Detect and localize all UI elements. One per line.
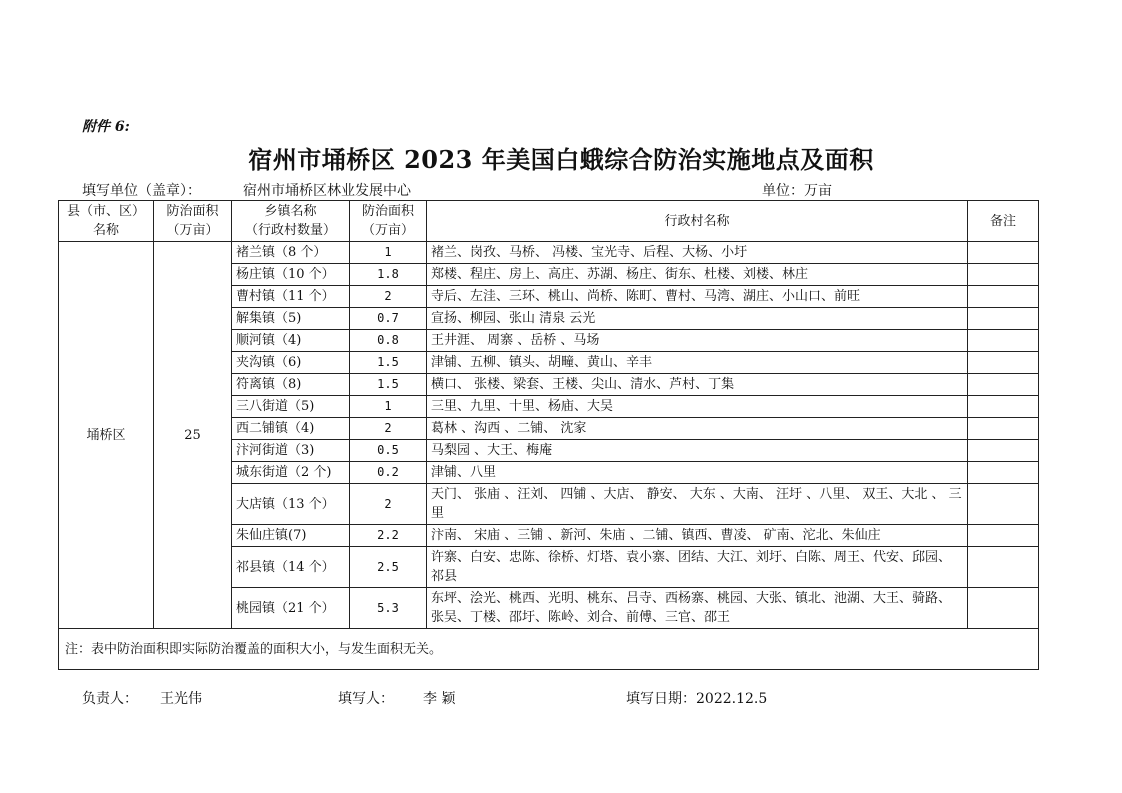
header-remark: 备注 [968,201,1039,242]
remark-cell [968,308,1039,330]
fill-unit-label: 填写单位（盖章）： [82,183,201,199]
header-town [232,201,350,242]
town-area: 2 [350,286,427,308]
header-county-line1: 县（市、区） [66,204,145,219]
remark-cell [968,330,1039,352]
remark-cell [968,374,1039,396]
remark-cell [968,525,1039,547]
header-town-line2: （行政村数量） [244,223,336,238]
filler-name: 李 颖 [423,691,456,707]
town-name: 顺河镇（4) [232,330,350,352]
town-area: 1 [350,396,427,418]
town-name: 城东街道（2 个) [232,462,350,484]
town-area: 1.8 [350,264,427,286]
table-header-row [59,201,1039,242]
town-name: 褚兰镇（8 个） [232,242,350,264]
village-list: 寺后、左洼、三环、桃山、尚桥、陈町、曹村、马湾、湖庄、小山口、前旺 [427,286,968,308]
town-area: 2 [350,418,427,440]
village-list: 宣扬、柳园、张山 清泉 云光 [427,308,968,330]
document-title: 宿州市埇桥区 2023 年美国白蛾综合防治实施地点及面积 [248,145,874,174]
header-total-area [154,201,232,242]
header-town-area-line1: 防治面积 [361,204,414,219]
header-county [59,201,154,242]
filler-label: 填写人： [338,691,394,707]
village-list: 天门、 张庙 、汪刘、 四铺 、大店、 静安、 大东 、大南、 汪圩 、八里、 双王、大北 、 三里 [427,484,968,525]
header-town-area [350,201,427,242]
village-list: 三里、九里、十里、杨庙、大吴 [427,396,968,418]
village-list: 东坪、浍光、桃西、光明、桃东、吕寺、西杨寨、桃园、大张、镇北、池湖、大王、骑路、张吴、丁楼、邵圩、陈岭、刘合、前傅、三官、邵王 [427,588,968,629]
remark-cell [968,418,1039,440]
remark-cell [968,588,1039,629]
fill-date-value: 2022.12.5 [696,691,768,707]
remark-cell [968,396,1039,418]
header-total-area-line1: 防治面积 [166,204,219,219]
village-list: 许寨、白安、忠陈、徐桥、灯塔、袁小寨、团结、大江、刘圩、白陈、周王、代安、邱园、祁县 [427,547,968,588]
town-name: 大店镇（13 个） [232,484,350,525]
fill-date-label: 填写日期： [626,691,696,707]
header-town-line1: 乡镇名称 [264,204,317,219]
town-name: 桃园镇（21 个） [232,588,350,629]
remark-cell [968,547,1039,588]
attachment-label: 附件 6: [82,119,130,135]
town-area: 1.5 [350,374,427,396]
village-list: 褚兰、岗孜、马桥、 冯楼、宝光寺、后程、大杨、小圩 [427,242,968,264]
remark-cell [968,242,1039,264]
town-area: 1.5 [350,352,427,374]
remark-cell [968,484,1039,525]
village-list: 津铺、八里 [427,462,968,484]
remark-cell [968,352,1039,374]
village-list: 横口、 张楼、梁套、王楼、尖山、清水、芦村、丁集 [427,374,968,396]
village-list: 郑楼、程庄、房上、高庄、苏湖、杨庄、街东、杜楼、刘楼、林庄 [427,264,968,286]
control-area-table [58,200,1039,670]
town-area: 5.3 [350,588,427,629]
town-name: 曹村镇（11 个） [232,286,350,308]
header-town-area-line2: （万亩） [361,223,414,238]
town-area: 0.2 [350,462,427,484]
village-list: 津铺、五柳、镇头、胡疃、黄山、辛丰 [427,352,968,374]
unit-label: 单位：万亩 [762,183,832,199]
town-area: 0.5 [350,440,427,462]
town-area: 0.8 [350,330,427,352]
town-name: 杨庄镇（10 个） [232,264,350,286]
town-name: 三八街道（5) [232,396,350,418]
note-row [59,629,1039,670]
table-row [59,242,1039,264]
header-county-line2: 名称 [92,223,119,238]
remark-cell [968,440,1039,462]
town-area: 0.7 [350,308,427,330]
town-area: 2.2 [350,525,427,547]
town-name: 祁县镇（14 个） [232,547,350,588]
responsible-name: 王光伟 [160,691,202,707]
responsible-label: 负责人： [82,691,138,707]
town-name: 解集镇（5) [232,308,350,330]
town-name: 西二铺镇（4) [232,418,350,440]
town-area: 2 [350,484,427,525]
total-area: 25 [154,242,232,629]
fill-unit-value: 宿州市埇桥区林业发展中心 [243,183,411,199]
table-note: 注：表中防治面积即实际防治覆盖的面积大小，与发生面积无关。 [59,629,1039,670]
town-name: 朱仙庄镇(7) [232,525,350,547]
remark-cell [968,286,1039,308]
remark-cell [968,264,1039,286]
header-villages: 行政村名称 [427,201,968,242]
town-area: 1 [350,242,427,264]
remark-cell [968,462,1039,484]
fill-date [626,688,767,708]
village-list: 王井涯、 周寨 、岳桥 、马场 [427,330,968,352]
town-name: 夹沟镇（6) [232,352,350,374]
village-list: 汴南、 宋庙 、三铺 、新河、朱庙 、二铺、镇西、曹凌、 矿南、沱北、朱仙庄 [427,525,968,547]
town-name: 符离镇（8) [232,374,350,396]
town-area: 2.5 [350,547,427,588]
village-list: 马梨园 、大王、梅庵 [427,440,968,462]
header-total-area-line2: （万亩） [166,223,219,238]
village-list: 葛林 、沟西 、二铺、 沈家 [427,418,968,440]
county-name: 埇桥区 [59,242,154,629]
town-name: 汴河街道（3) [232,440,350,462]
